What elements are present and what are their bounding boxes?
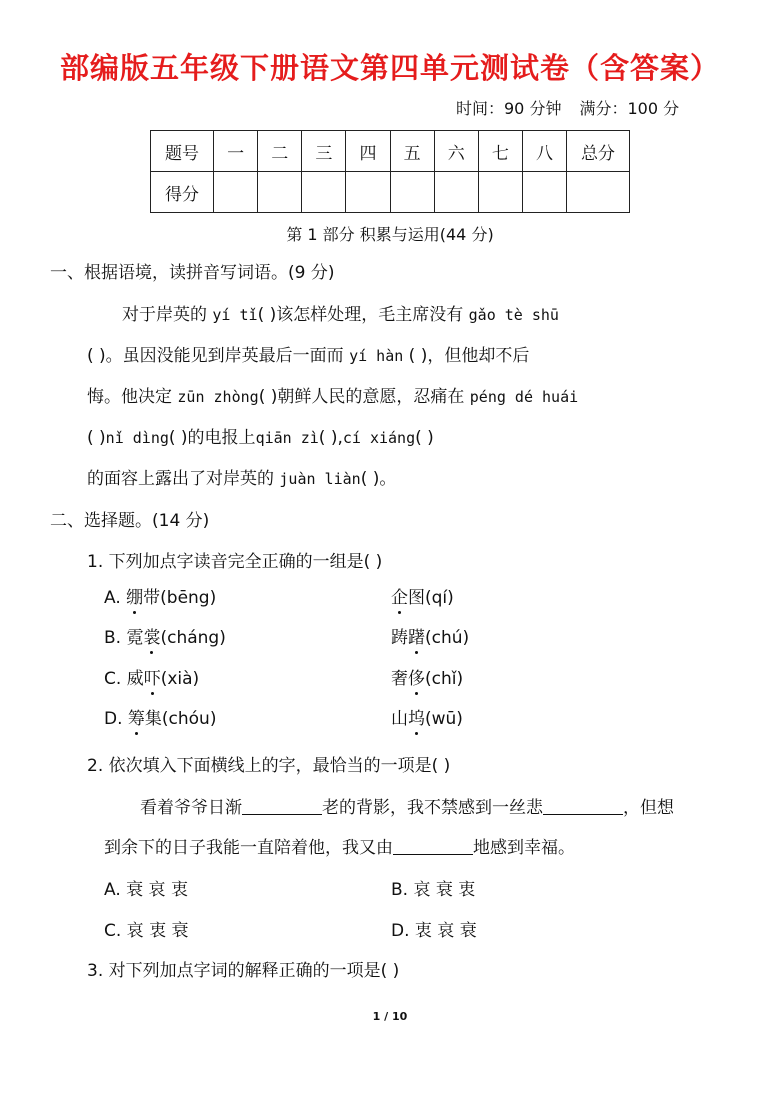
exam-time: 时间：90 分钟 [456, 99, 562, 118]
q2-1-option-c-right [391, 666, 463, 692]
text: 地感到幸福。 [473, 838, 575, 858]
text: (chú) [425, 628, 470, 648]
dotted-char: 筹 [128, 706, 145, 732]
text: 老的背影，我不禁感到一丝悲 [322, 798, 543, 818]
text: ，但想 [623, 798, 674, 818]
text: ( )的电报上 [168, 428, 256, 448]
score-row-label: 得分 [151, 172, 214, 213]
exam-meta [456, 97, 679, 121]
q1-line-1 [122, 302, 559, 328]
score-table-header: 二 [258, 131, 302, 172]
text: 山 [391, 709, 408, 729]
q2-1-option-d-right [391, 706, 463, 732]
text: 带(bēng) [143, 588, 217, 608]
text: 集(chóu) [144, 709, 217, 729]
pinyin: qiān zì [255, 429, 319, 447]
text: 对于岸英的 [122, 305, 213, 325]
text: ( )，但他却不后 [403, 346, 530, 366]
text: ( ), [318, 428, 343, 448]
text: ( )该怎样处理，毛主席没有 [257, 305, 469, 325]
q2-2-passage-line-2 [104, 835, 575, 861]
fill-blank[interactable] [543, 796, 623, 815]
text: ( )。虽因没能见到岸英最后一面而 [87, 346, 350, 366]
q1-line-2 [87, 343, 529, 369]
q2-2-option-d: D. 衷 哀 衰 [391, 921, 477, 941]
option-letter: A. [104, 588, 127, 608]
score-cell [434, 172, 478, 213]
score-table-header: 总分 [567, 131, 630, 172]
q2-2-stem: 2. 依次填入下面横线上的字，最恰当的一项是( ) [87, 756, 451, 776]
score-table-header: 七 [478, 131, 522, 172]
text: (wū) [425, 709, 463, 729]
score-cell [390, 172, 434, 213]
score-cell [522, 172, 566, 213]
q2-heading: 二、选择题。(14 分) [50, 511, 210, 531]
score-cell [567, 172, 630, 213]
text: (xià) [160, 669, 200, 689]
score-table-header: 题号 [151, 131, 214, 172]
text: (chǐ) [425, 669, 464, 689]
document-title: 部编版五年级下册语文第四单元测试卷（含答案） [59, 51, 720, 85]
text: ( )朝鲜人民的意愿，忍痛在 [258, 387, 470, 407]
score-table-header: 八 [522, 131, 566, 172]
pinyin: zūn zhòng [177, 388, 259, 406]
q1-line-3 [87, 384, 578, 410]
option-letter: D. [104, 709, 128, 729]
score-table-header: 一 [214, 131, 258, 172]
q1-line-4 [87, 425, 434, 451]
score-table [150, 130, 630, 213]
dotted-char: 企 [391, 585, 408, 611]
dotted-char: 裳 [143, 625, 160, 651]
q2-2-passage-line-1 [140, 795, 674, 821]
q1-line-5 [87, 466, 396, 492]
pinyin: péng dé huái [469, 388, 579, 406]
q2-1-option-b-right [391, 625, 469, 651]
text: ( ) [415, 428, 434, 448]
score-table-header: 三 [302, 131, 346, 172]
text: 图(qí) [408, 588, 454, 608]
text: ( ) [87, 428, 106, 448]
option-letter: B. [104, 628, 127, 648]
q2-1-option-a-left [104, 585, 216, 611]
text: 悔。他决定 [87, 387, 178, 407]
q1-heading: 一、根据语境，读拼音写词语。(9 分) [50, 263, 335, 283]
dotted-char: 坞 [408, 706, 425, 732]
pinyin: nǐ dìng [105, 429, 169, 447]
score-cell [214, 172, 258, 213]
text: 威 [126, 669, 144, 689]
score-table-header: 六 [434, 131, 478, 172]
part-heading: 第 1 部分 积累与运用(44 分) [286, 225, 494, 244]
fill-blank[interactable] [242, 796, 322, 815]
text: 踌 [391, 628, 408, 648]
pinyin: gǎo tè shū [468, 306, 559, 324]
dotted-char: 绷 [126, 585, 143, 611]
text: ( )。 [360, 469, 397, 489]
score-table-score-row [151, 172, 630, 213]
score-cell [346, 172, 390, 213]
q2-1-option-d-left [104, 706, 216, 732]
dotted-char: 躇 [408, 625, 425, 651]
pinyin: yí tǐ [212, 306, 258, 324]
score-table-header: 四 [346, 131, 390, 172]
page-number: 1 / 10 [372, 1010, 408, 1023]
q2-1-option-a-right [391, 585, 454, 611]
score-table-header: 五 [390, 131, 434, 172]
q2-2-option-c: C. 哀 衷 衰 [104, 921, 189, 941]
q2-1-option-b-left [104, 625, 226, 651]
fill-blank[interactable] [393, 836, 473, 855]
text: 奢 [391, 669, 408, 689]
dotted-char: 侈 [408, 666, 425, 692]
q2-2-option-a: A. 衰 哀 衷 [104, 880, 188, 900]
text: (cháng) [160, 628, 226, 648]
q2-3-stem: 3. 对下列加点字词的解释正确的一项是( ) [87, 961, 400, 981]
score-cell [478, 172, 522, 213]
pinyin: cí xiáng [342, 429, 416, 447]
q2-2-option-b: B. 哀 衰 衷 [391, 880, 476, 900]
q2-1-option-c-left [104, 666, 199, 692]
score-cell [302, 172, 346, 213]
text: 到余下的日子我能一直陪着他，我又由 [104, 838, 393, 858]
text: 的面容上露出了对岸英的 [87, 469, 280, 489]
pinyin: juàn liàn [279, 470, 361, 488]
score-cell [258, 172, 302, 213]
score-table-header-row [151, 131, 630, 172]
q2-1-stem: 1. 下列加点字读音完全正确的一组是( ) [87, 552, 383, 572]
text: 看着爷爷日渐 [140, 798, 242, 818]
option-letter: C. [104, 669, 127, 689]
exam-full-score: 满分：100 分 [579, 99, 680, 118]
dotted-char: 吓 [144, 666, 161, 692]
pinyin: yí hàn [349, 347, 404, 365]
text: 霓 [126, 628, 144, 648]
